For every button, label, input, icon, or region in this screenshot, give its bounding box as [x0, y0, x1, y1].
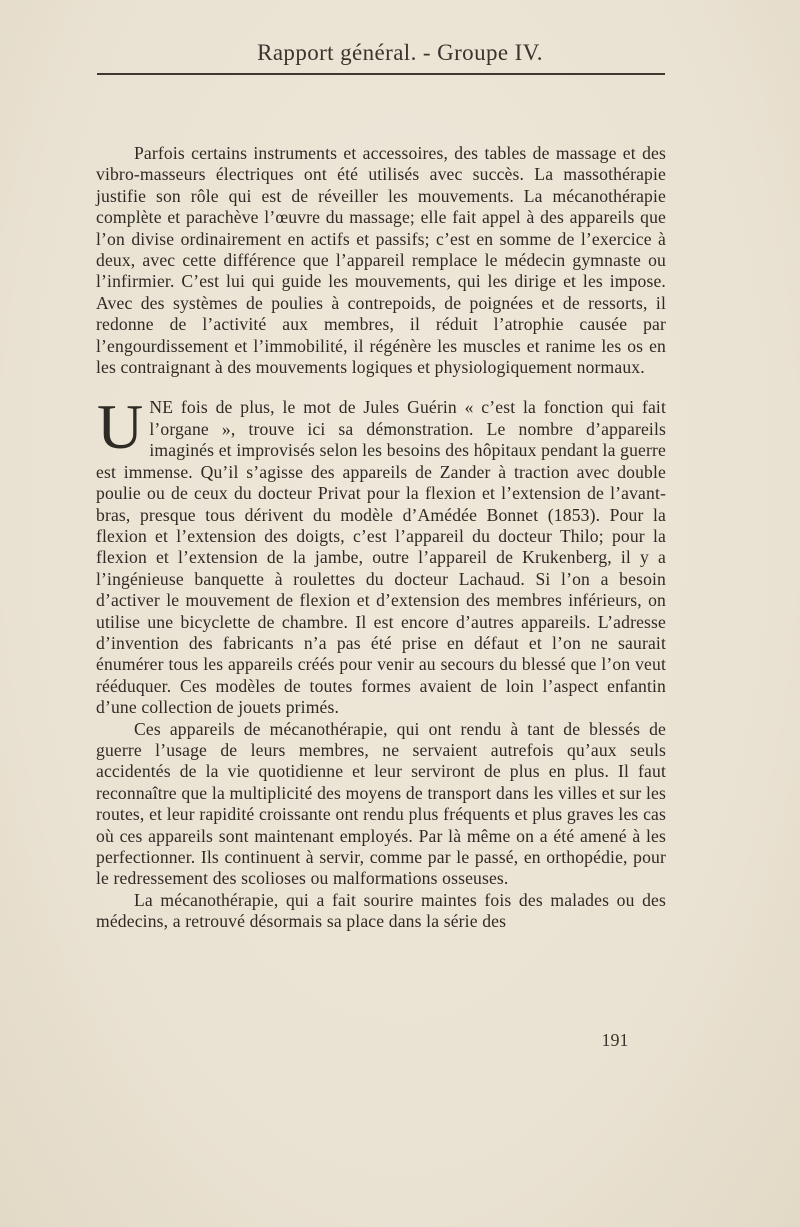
paragraph-4: La mécanothérapie, qui a fait sourire maintes fois des malades ou des médecins, a retrouvé désormais sa place dans la série des — [96, 889, 666, 932]
paragraph-3: Ces appareils de mécanothérapie, qui ont rendu à tant de blessés de guerre l’usage de leurs membres, ne servaient autrefois qu’aux seuls accidentés de la vie quotidienne et leur serviront de plus en plus. Il faut reconnaître que la multiplicité des moyens de transport dans les villes et sur les routes, et leur rapidité croissante ont rendu plus fréquents et plus graves les cas où ces appareils sont maintenant employés. Par là même on a été amené à les perfectionner. Ils continuent à servir, comme par le passé, en orthopédie, pour le redressement des scolioses ou malformations osseuses. — [96, 718, 666, 889]
paragraph-1: Parfois certains instruments et accessoires, des tables de massage et des vibro-masseurs électriques ont été utilisés avec succès. La massothérapie justifie son rôle qui est de réveiller les mouvements. La mécanothérapie complète et parachève l’œuvre du massage; elle fait appel à des appareils que l’on divise ordinairement en actifs et passifs; c’est en somme de l’exercice à deux, avec cette différence que l’appareil remplace le médecin gymnaste ou l’infirmier. C’est lui qui guide les mouvements, qui les dirige et les impose. Avec des systèmes de poulies à contrepoids, de poignées et de ressorts, il redonne de l’activité aux membres, il réduit l’atrophie causée par l’engourdissement et l’immobilité, il régénère les muscles et ranime les os en les contraignant à des mouvements logiques et physiologiquement normaux. — [96, 143, 666, 378]
paragraph-2-text: NE fois de plus, le mot de Jules Guérin « c’est la fonction qui fait l’organe », trouve ici sa démonstration. Le nombre d’appareils imaginés et improvisés selon les besoins des hôpitaux pendant la guerre est immense. Qu’il s’agisse des appareils de Zander à traction avec double poulie ou de ceux du docteur Privat pour la flexion et l’extension de l’avant-bras, presque tous dérivent du modèle d’Amédée Bonnet (1853). Pour la flexion et l’extension des doigts, c’est l’appareil du docteur Thilo; pour la flexion et l’extension de la jambe, outre l’appareil de Krukenberg, il y a l’ingénieuse banquette à roulettes du docteur Lachaud. Si l’on a besoin d’activer le mouvement de flexion et d’extension des membres inférieurs, on utilise une bicyclette de chambre. Il est encore d’autres appareils. L’adresse d’invention des fabricants n’a pas été prise en défaut et l’on ne saurait énumérer tous les appareils créés pour venir au secours du blessé que l’on veut rééduquer. Ces modèles de toutes formes avaient de loin l’aspect enfantin d’une collection de jouets primés. — [96, 397, 666, 718]
running-head: Rapport général. - Groupe IV. — [257, 40, 543, 65]
body-text — [96, 143, 666, 933]
drop-cap-initial: U — [97, 391, 144, 463]
paragraph-2 — [96, 391, 666, 718]
page-number: 191 — [601, 1030, 629, 1050]
header-rule — [97, 73, 665, 75]
